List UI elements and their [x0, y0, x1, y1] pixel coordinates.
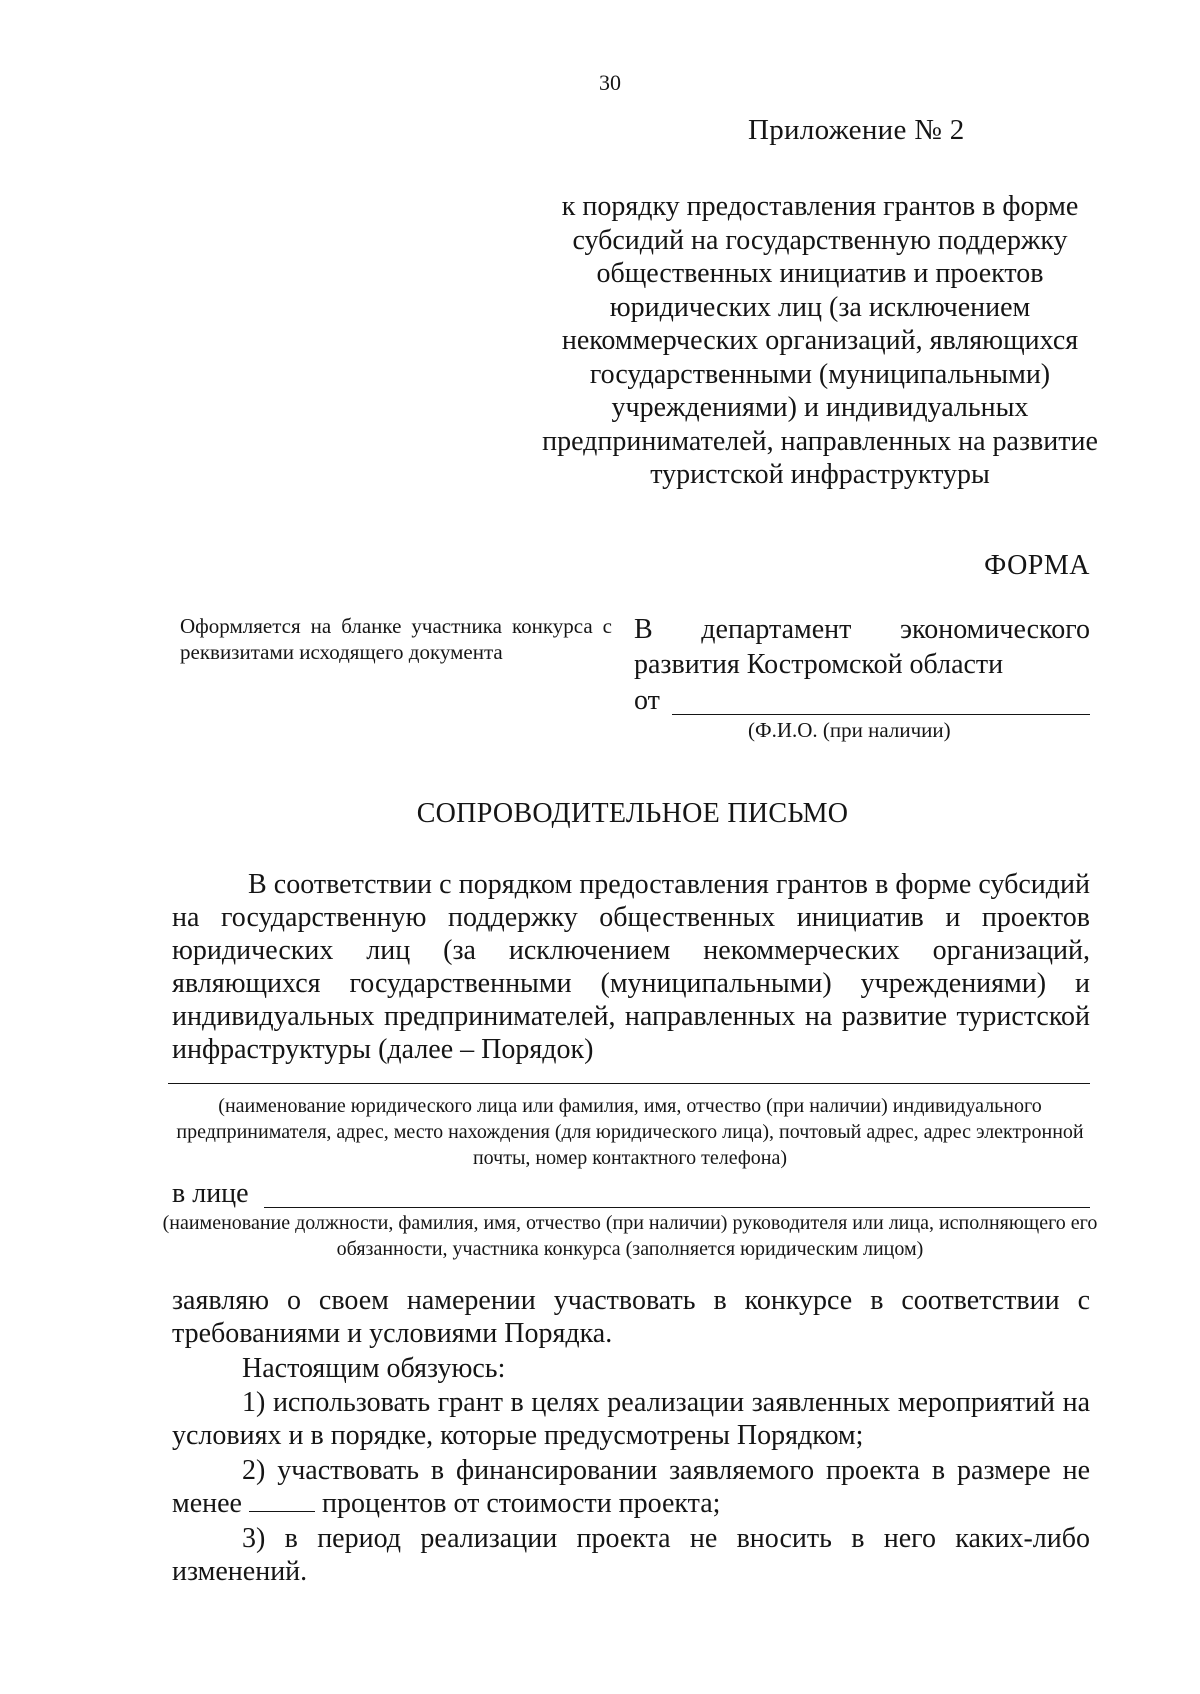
- document-heading: СОПРОВОДИТЕЛЬНОЕ ПИСЬМО: [416, 798, 849, 829]
- obligation-item-2: [172, 1454, 1090, 1520]
- applicant-hint: (наименование юридического лица или фамилия, имя, отчество (при наличии) индивидуального предпринимателя, адрес, место нахождения (для юридического лица), почтовый адрес, адрес электронной почты, номер контактного телефона): [176, 1095, 1084, 1169]
- obligation-item-1: 1) использовать грант в целях реализации заявленных мероприятий на условиях и в порядке, которые предусмотрены Порядком;: [172, 1387, 1090, 1451]
- addressee-line-1: В департамент экономического: [634, 614, 1090, 645]
- page-number: 30: [599, 70, 621, 95]
- paragraph-intro: В соответствии с порядком предоставления грантов в форме субсидий на государственную поддержку общественных инициатив и проектов юридических лиц (за исключением некоммерческих организаций, являющихся государственными (муниципальными) учреждениями) и индивидуальных предпринимателей, направленных на развитие туристской инфраструктуры (далее – Порядок): [172, 869, 1090, 1065]
- appendix-subtitle: к порядку предоставления грантов в форме субсидий на государственную поддержку общественных инициатив и проектов юридических лиц (за исключением некоммерческих организаций, являющихся государственными (муниципальными) учреждениями) и индивидуальных предпринимателей, направленных на развитие туристской инфраструктуры: [542, 191, 1098, 490]
- applicant-blank-line[interactable]: [168, 1083, 1090, 1084]
- obligation-item-2-text: 2) участвовать в финансировании заявляемого проекта в размере не менее: [172, 1455, 1090, 1519]
- appendix-title: Приложение № 2: [748, 114, 965, 146]
- representative-blank-line[interactable]: [264, 1207, 1090, 1208]
- obligation-item-3: 3) в период реализации проекта не вносить в него каких-либо изменений.: [172, 1523, 1090, 1587]
- representative-field[interactable]: [172, 1178, 1090, 1210]
- blank-note: Оформляется на бланке участника конкурса с реквизитами исходящего документа: [180, 614, 612, 664]
- from-label: от: [634, 685, 660, 716]
- addressee-block: [634, 612, 1090, 682]
- paragraph-declaration: заявляю о своем намерении участвовать в конкурсе в соответствии с требованиями и условиями Порядка.: [172, 1285, 1090, 1349]
- obligation-intro: Настоящим обязуюсь:: [242, 1353, 506, 1384]
- form-label: ФОРМА: [984, 550, 1090, 581]
- from-field[interactable]: [634, 685, 1090, 717]
- obligation-item-2-tail: процентов от стоимости проекта;: [322, 1488, 721, 1519]
- percent-blank[interactable]: [249, 1489, 315, 1512]
- representative-hint: (наименование должности, фамилия, имя, отчество (при наличии) руководителя или лица, исполняющего его обязанности, участника конкурса (заполняется юридическим лицом): [162, 1212, 1098, 1260]
- from-blank-line[interactable]: [672, 714, 1090, 715]
- addressee-line-2: развития Костромской области: [634, 649, 1004, 680]
- fio-hint: (Ф.И.О. (при наличии): [748, 718, 951, 742]
- v-lice-label: в лице: [172, 1178, 249, 1209]
